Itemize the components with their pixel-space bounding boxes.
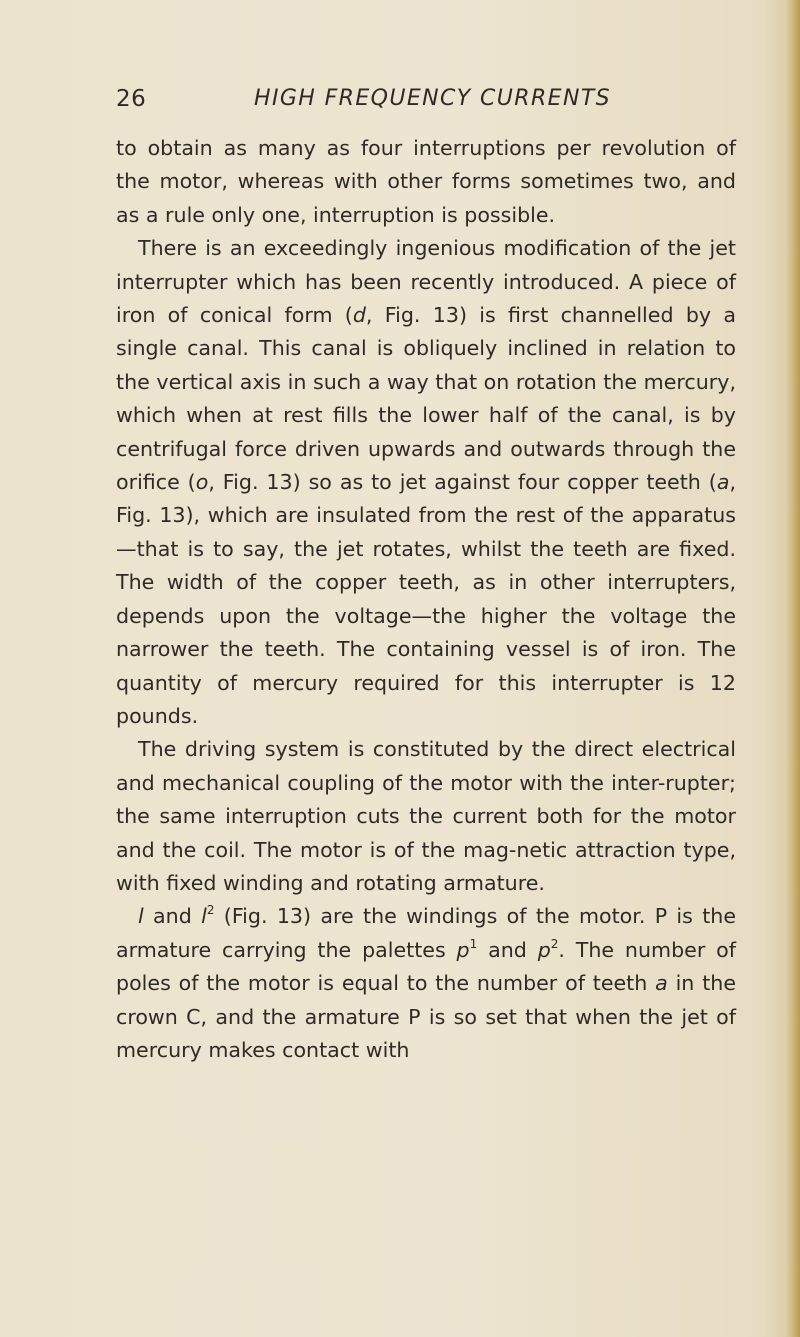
italic-symbol-o: o xyxy=(195,470,209,495)
body-text xyxy=(116,132,736,1067)
paragraph-text: to obtain as many as four interruptions per revolution of the motor, whereas with other forms sometimes two, and as a rule only one, interruption is possible. xyxy=(116,136,736,227)
text-run: and xyxy=(143,904,202,929)
text-run: , Fig. 13) is first channelled by a single canal. This canal is obliquely inclined in relation to the vertical axis in such a way that on rotation the mercury, which when at rest fills the lower half of the canal, is by centrifugal force driven upwards and outwards through the orifice ( xyxy=(116,303,736,495)
page-header xyxy=(116,86,736,116)
text-run: . The number of poles of the motor is equal to the number of teeth xyxy=(116,937,736,996)
paragraph-4 xyxy=(116,900,736,1067)
italic-symbol-a: a xyxy=(655,971,668,996)
paragraph-2 xyxy=(116,232,736,733)
italic-symbol-p1: p xyxy=(456,937,470,962)
text-run: in the crown C, and the armature P is so set that when the jet of mercury makes contact with xyxy=(116,971,736,1062)
paragraph-1 xyxy=(116,132,736,232)
paragraph-3 xyxy=(116,733,736,900)
text-run: (Fig. 13) are the windings of the motor. P is the armature carrying the palettes xyxy=(116,904,736,962)
text-run: and xyxy=(477,937,538,962)
italic-symbol-p2: p xyxy=(537,937,551,962)
page-edge xyxy=(786,0,800,1337)
page-number: 26 xyxy=(116,86,147,112)
text-run: , Fig. 13) so as to jet against four copper teeth ( xyxy=(208,470,717,495)
italic-symbol-l: l xyxy=(138,904,144,929)
italic-symbol-d: d xyxy=(352,303,366,328)
text-run: , Fig. 13), which are insulated from the rest of the apparatus—that is to say, the jet rotates, whilst the teeth are fixed. The width of the copper teeth, as in other interrupters, depends upon the voltage—the higher the voltage the narrower the teeth. The containing vessel is of iron. The quantity of mercury required for this interrupter is 12 pounds. xyxy=(116,470,736,728)
superscript: 2 xyxy=(206,903,215,918)
text-run: There is an exceedingly ingenious modification of the jet interrupter which has been recently introduced. A piece of iron of conical form ( xyxy=(116,236,736,328)
italic-symbol-l2: l xyxy=(201,904,207,929)
superscript: 1 xyxy=(469,936,478,951)
italic-symbol-a: a xyxy=(716,470,730,495)
running-title: HIGH FREQUENCY CURRENTS xyxy=(254,86,612,111)
paragraph-text: The driving system is constituted by the direct electrical and mechanical coupling of the motor with the inter-rupter; the same interruption cuts the current both for the motor and the coil. The motor is of the mag-netic attraction type, with fixed winding and rotating armature. xyxy=(116,737,736,895)
superscript: 2 xyxy=(550,936,559,951)
